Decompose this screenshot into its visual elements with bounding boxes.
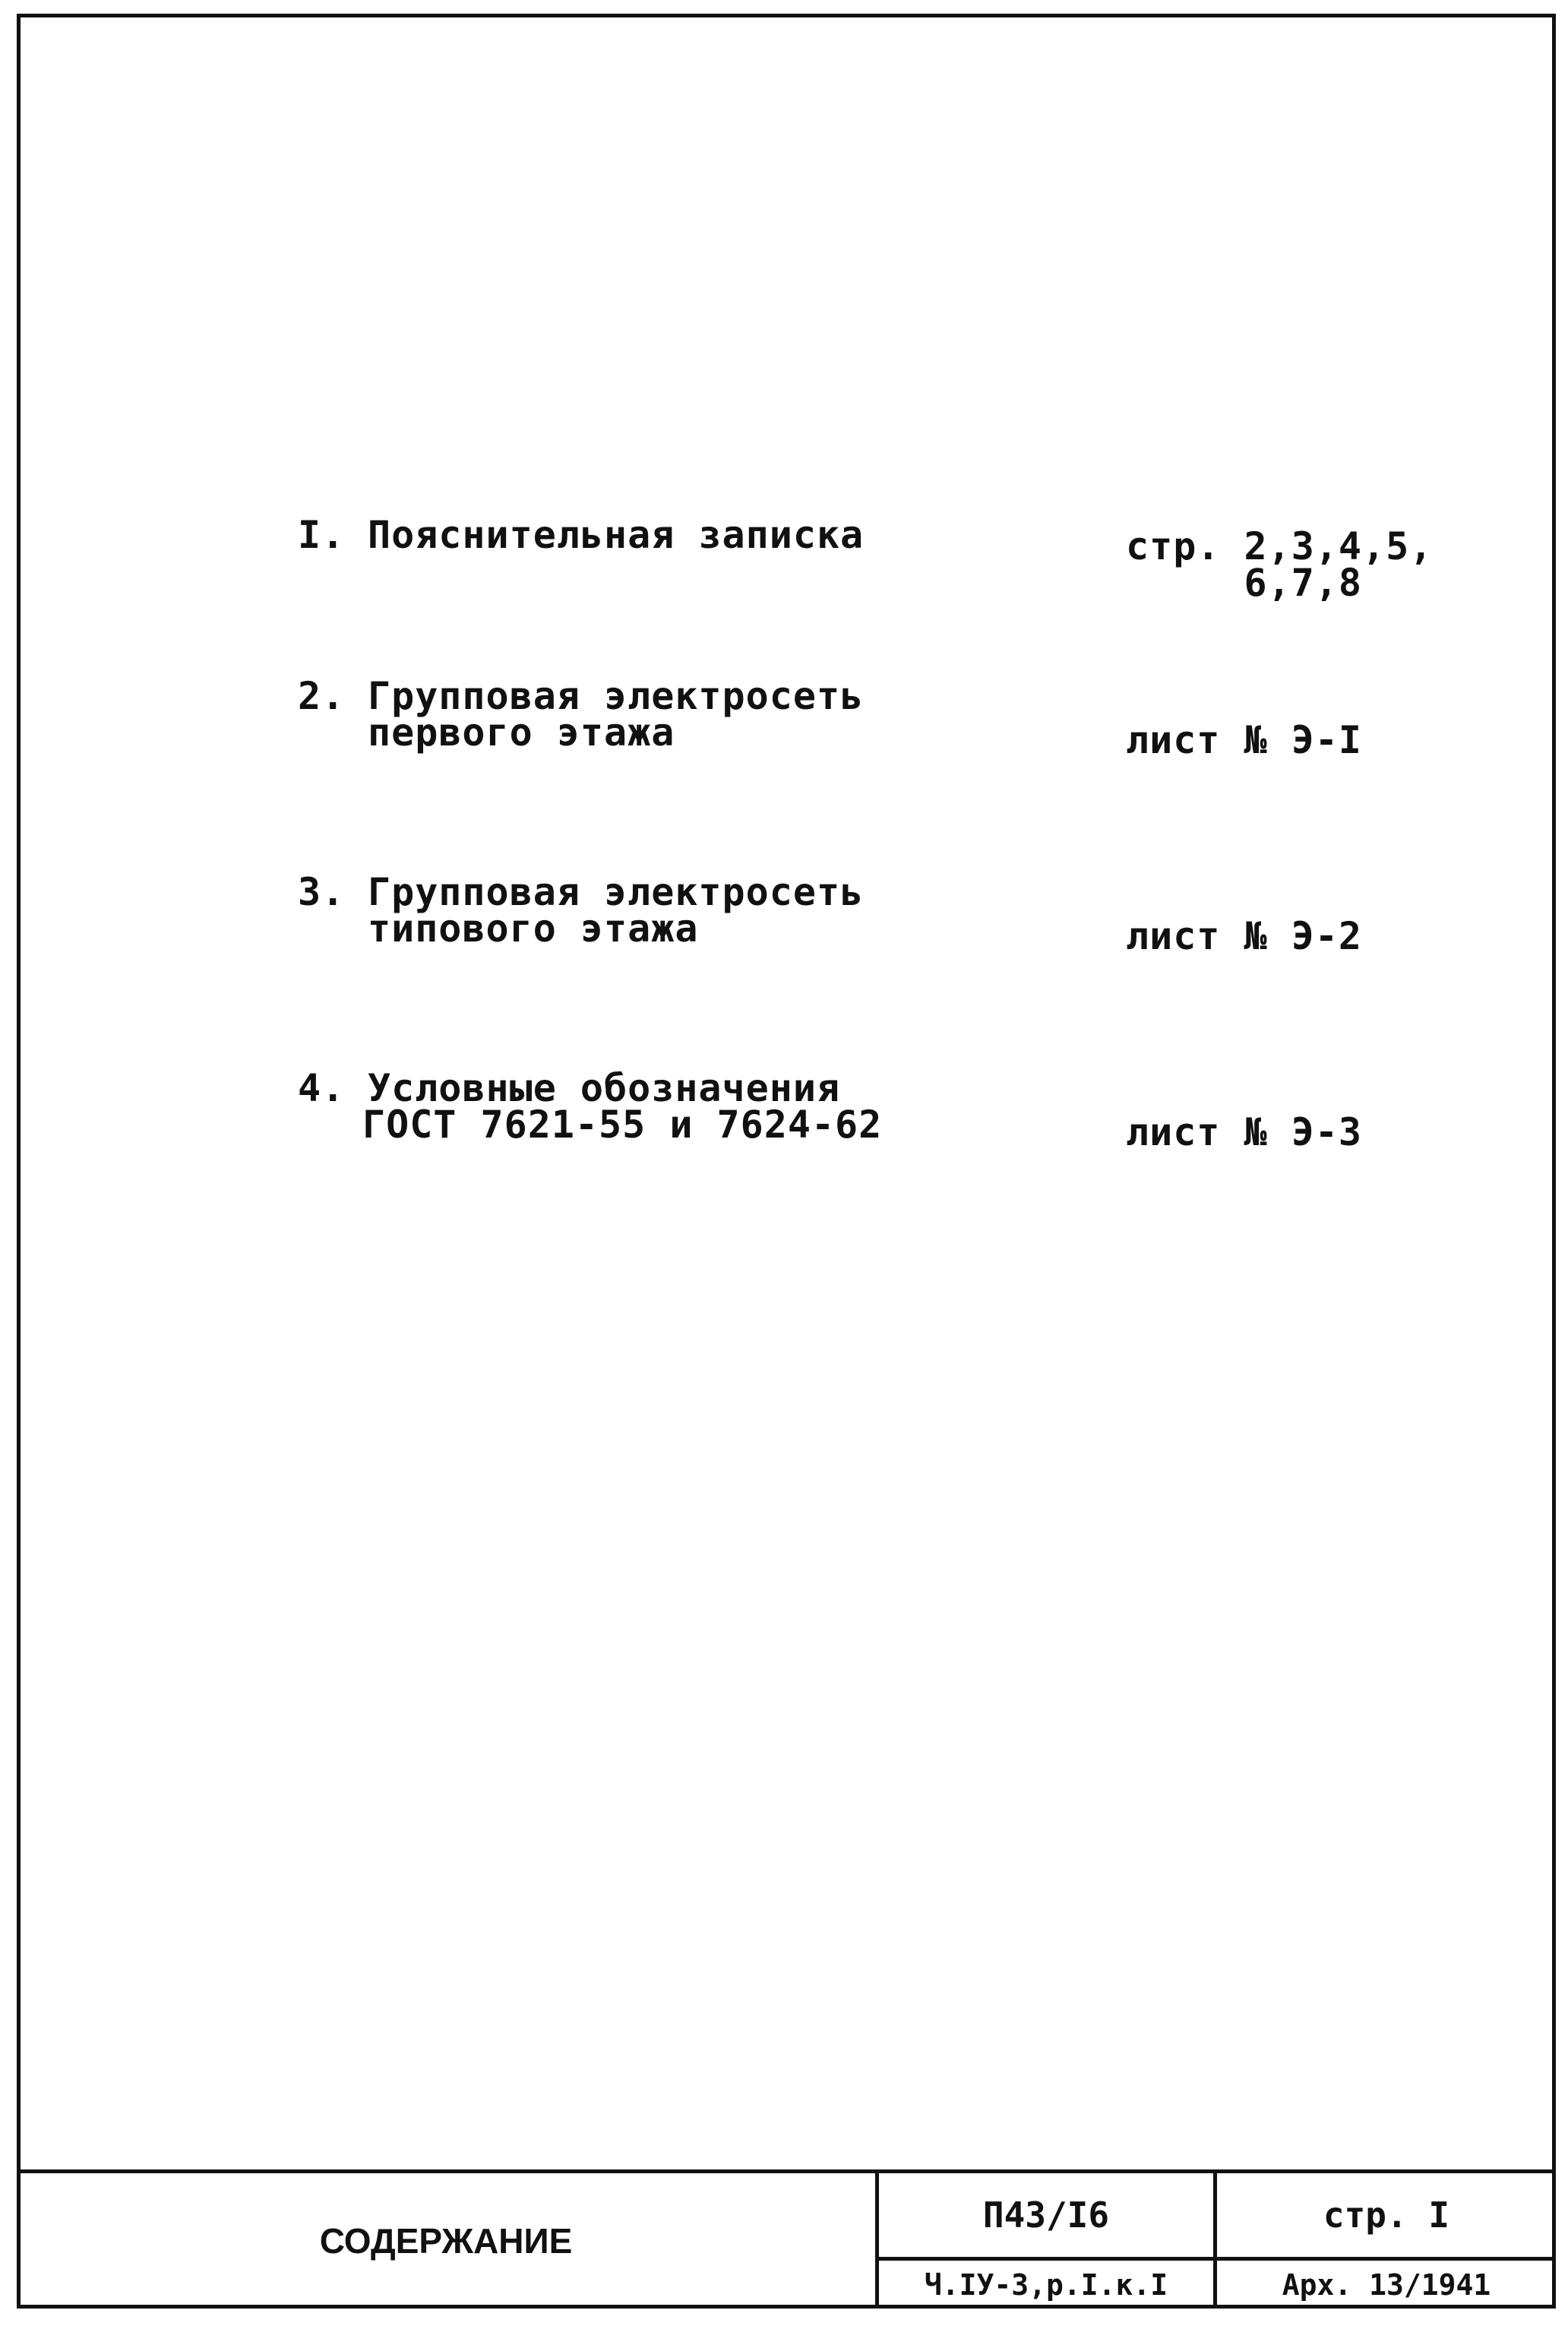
item-number: I.	[298, 513, 346, 557]
item-title-line-1: Групповая электросеть	[368, 674, 865, 718]
item-reference-2: лист № Э-I	[1126, 718, 1363, 762]
item-number: 4.	[298, 1066, 346, 1110]
item-title-line-2: ГОСТ 7621-55 и 7624-62	[362, 1103, 883, 1147]
item-reference-3: лист № Э-2	[1126, 914, 1363, 958]
item-number: 3.	[298, 870, 346, 914]
contents-item-3	[298, 870, 982, 957]
item-title-line-1: Условные обозначения	[368, 1066, 841, 1110]
item-reference-4: лист № Э-3	[1126, 1110, 1363, 1154]
title-block	[17, 2169, 1556, 2309]
item-reference-1: стр. 2,3,4,5, 6,7,8	[1126, 524, 1434, 605]
archive-number: Арх. 13/1941	[1282, 2267, 1491, 2302]
page-number: стр. I	[1323, 2195, 1450, 2236]
contents-item-2	[298, 674, 982, 761]
item-title-line-2: первого этажа	[368, 710, 675, 755]
item-number: 2.	[298, 674, 346, 718]
contents-item-4	[298, 1066, 982, 1154]
project-code: П43/I6	[982, 2195, 1110, 2236]
contents-item-1	[298, 513, 982, 562]
drawing-frame	[17, 14, 1556, 2309]
project-subcode: Ч.IУ-3,р.I.к.I	[924, 2267, 1168, 2302]
document-title: СОДЕРЖАНИЕ	[319, 2221, 573, 2261]
item-title-line-2: типового этажа	[368, 907, 699, 951]
item-title-line-1: Групповая электросеть	[368, 870, 865, 914]
item-title-line-1: Пояснительная записка	[368, 513, 865, 557]
